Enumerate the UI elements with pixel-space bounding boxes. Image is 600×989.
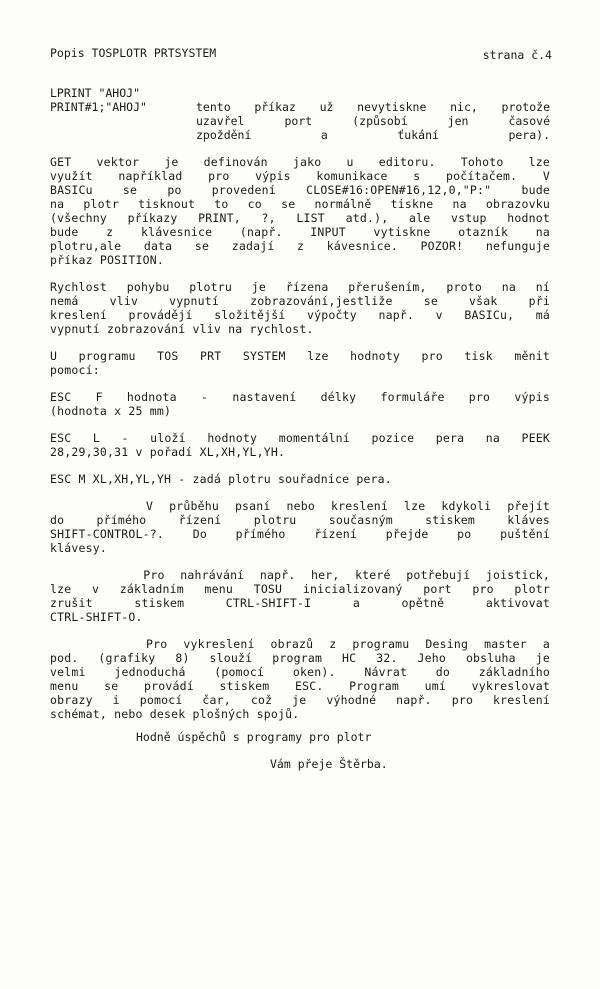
paragraph-line: (všechny příkazy PRINT, ?, LIST atd.), ale vstup hodnot bbox=[50, 211, 550, 225]
esc-l-line: ESC L - uloží hodnoty momentální pozice pera na PEEK bbox=[50, 431, 550, 445]
paragraph-line: na plotr tisknout to co se normálně tiskne na obrazovku bbox=[50, 197, 550, 211]
lprint-command: LPRINT "AHOJ" bbox=[50, 86, 141, 100]
paragraph-line: V průběhu psaní nebo kreslení lze kdykoli přejít bbox=[50, 499, 550, 513]
paragraph-line: velmi jednoduchá (pomocí oken). Návrat do základního bbox=[50, 665, 550, 679]
paragraph-line: bude z klávesnice (např. INPUT vytiskne otazník na bbox=[50, 225, 550, 239]
paragraph-line: BASICu se po provedení CLOSE#16:OPEN#16,12,0,"P:" bude bbox=[50, 183, 550, 197]
paragraph-line: Pro vykreslení obrazů z programu Desing master a bbox=[50, 637, 550, 651]
author-signature: Vám přeje Štěrba. bbox=[270, 757, 388, 771]
command-description-line: tento příkaz už nevytiskne nic, protože bbox=[196, 100, 550, 114]
paragraph-line: zrušit stiskem CTRL-SHIFT-I a opětně aktivovat bbox=[50, 596, 550, 610]
paragraph-line: pod. (grafiky 8) slouží program HC 32. Jeho obsluha je bbox=[50, 651, 550, 665]
paragraph-line: příkaz POSITION. bbox=[50, 253, 164, 267]
paragraph-line: plotru,ale data se zadají z kávesnice. POZOR! nefunguje bbox=[50, 239, 550, 253]
paragraph-line: SHIFT-CONTROL-?. Do přímého řízení přejde po puštění bbox=[50, 527, 550, 541]
paragraph-line: Pro nahrávání např. her, které potřebují joistick, bbox=[50, 568, 550, 582]
page-number: strana č.4 bbox=[482, 48, 552, 62]
esc-f-line: ESC F hodnota - nastavení délky formuláře pro výpis bbox=[50, 390, 550, 404]
paragraph-line: klávesy. bbox=[50, 541, 107, 555]
paragraph-line: nemá vliv vypnutí zobrazování,jestliže se však při bbox=[50, 294, 550, 308]
closing-wish: Hodně úspěchů s programy pro plotr bbox=[136, 730, 372, 744]
esc-f-line: (hodnota x 25 mm) bbox=[50, 404, 172, 418]
command-description-line: zpoždění a ťukání pera). bbox=[196, 128, 550, 142]
esc-m-line: ESC M XL,XH,YL,YH - zadá plotru souřadnice pera. bbox=[50, 472, 392, 486]
paragraph-line: pomocí: bbox=[50, 363, 100, 377]
paragraph-line: do přímého řízení plotru současným stiskem kláves bbox=[50, 513, 550, 527]
print-command: PRINT#1;"AHOJ" bbox=[50, 100, 147, 114]
paragraph-line: kreslení provádějí složitější výpočty např. v BASICu, má bbox=[50, 308, 550, 322]
paragraph-line: GET vektor je definován jako u editoru. Tohoto lze bbox=[50, 155, 550, 169]
paragraph-line: CTRL-SHIFT-O. bbox=[50, 610, 143, 624]
paragraph-line: obrazy i pomocí čar, což je výhodné např. pro kreslení bbox=[50, 693, 550, 707]
paragraph-line: lze v základním menu TOSU inicializovaný port pro plotr bbox=[50, 582, 550, 596]
paragraph-line: Rychlost pohybu plotru je řízena přerušením, proto na ní bbox=[50, 280, 550, 294]
paragraph-line: využít například pro výpis komunikace s počítačem. V bbox=[50, 169, 550, 183]
header-title: Popis TOSPLOTR PRTSYSTEM bbox=[50, 46, 217, 60]
paragraph-line: menu se provádí stiskem ESC. Program umí vykreslovat bbox=[50, 679, 550, 693]
command-description-line: uzavřel port (způsobí jen časové bbox=[196, 114, 550, 128]
esc-l-line: 28,29,30,31 v pořadí XL,XH,YL,YH. bbox=[50, 445, 286, 459]
paragraph-line: vypnutí zobrazování vliv na rychlost. bbox=[50, 322, 314, 336]
paragraph-line: U programu TOS PRT SYSTEM lze hodnoty pro tisk měnit bbox=[50, 349, 550, 363]
paragraph-line: schémat, nebo desek plošných spojů. bbox=[50, 707, 300, 721]
